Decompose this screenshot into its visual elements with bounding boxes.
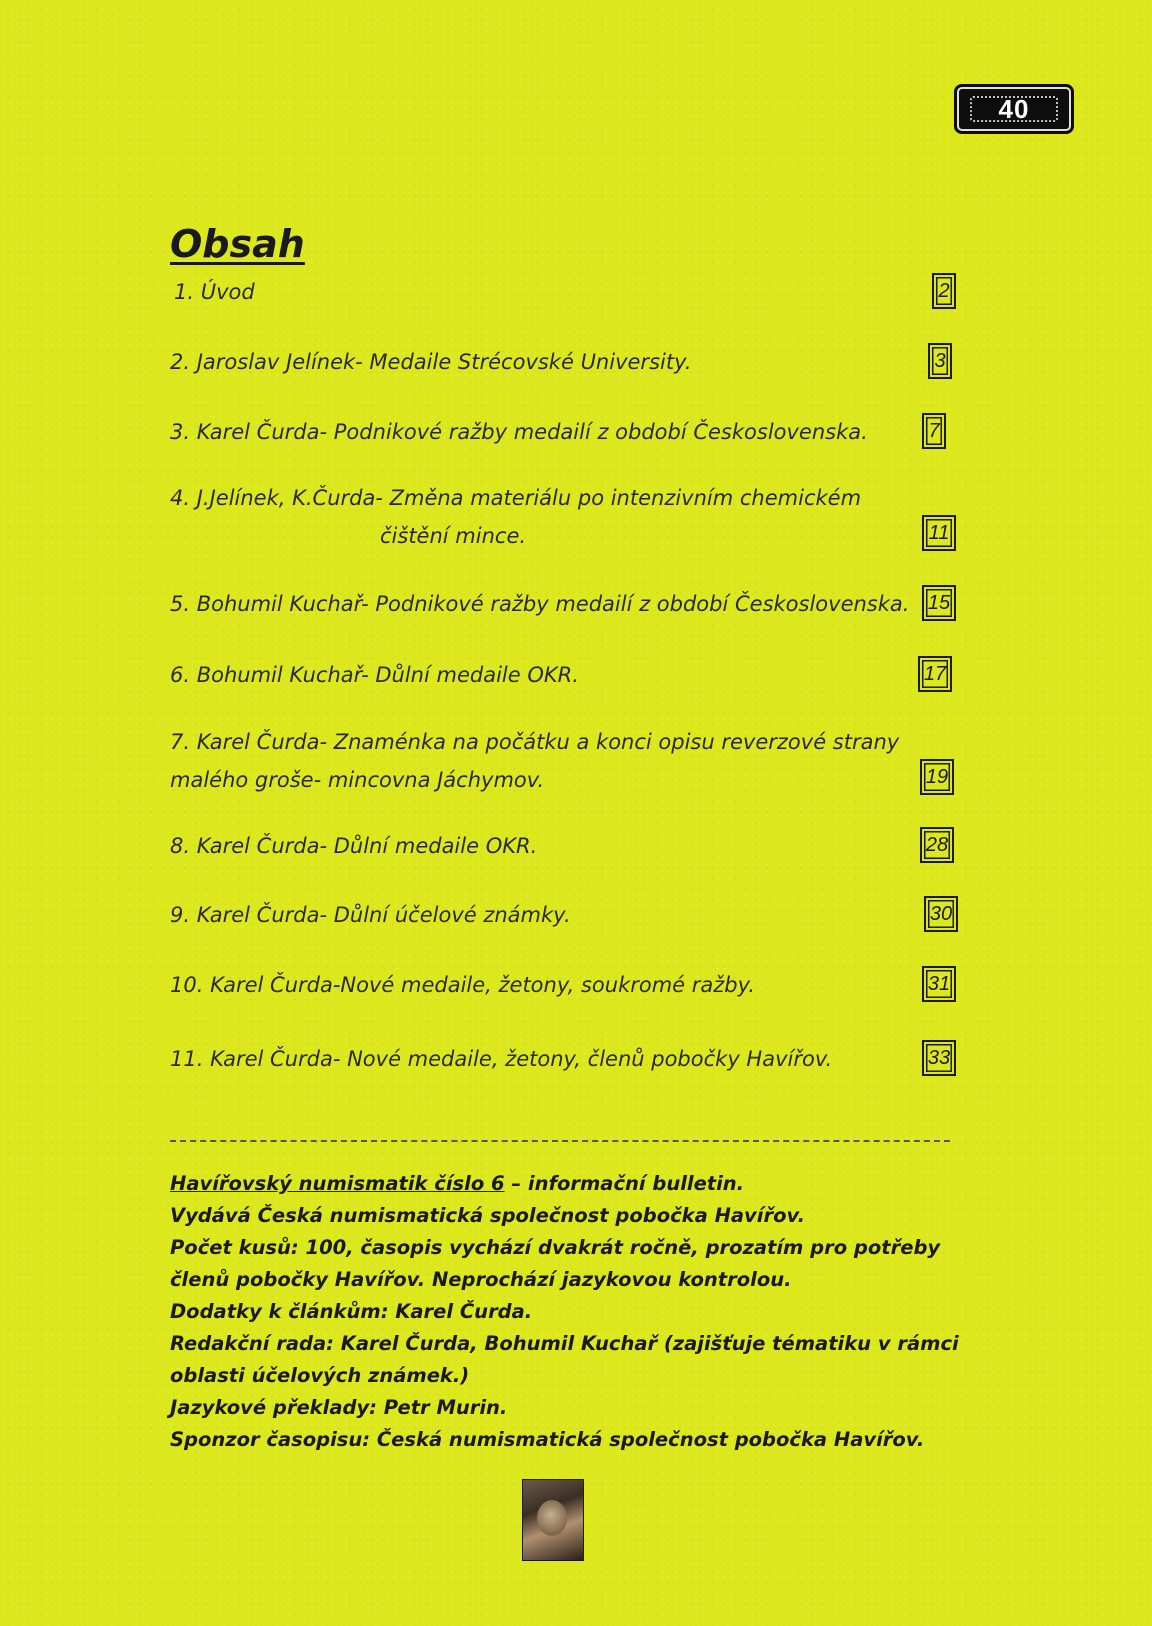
page-number: 40 — [998, 93, 1030, 124]
toc-item-text: 9. Karel Čurda- Důlní účelové známky. — [170, 903, 571, 927]
toc-page-box[interactable]: 15 — [922, 585, 956, 621]
toc-item-6[interactable] — [170, 656, 930, 694]
toc-item-text: 2. Jaroslav Jelínek- Medaile Strécovské University. — [170, 350, 692, 374]
toc-item-3[interactable] — [170, 413, 930, 451]
toc-item-text: 3. Karel Čurda- Podnikové ražby medailí z období Československa. — [170, 420, 868, 444]
toc-page-box[interactable]: 3 — [928, 343, 952, 379]
bulletin-line: oblasti účelových známek.) — [170, 1364, 470, 1387]
bulletin-line: členů pobočky Havířov. Neprochází jazykovou kontrolou. — [170, 1268, 792, 1291]
toc-item-text: 1. Úvod — [174, 280, 255, 304]
toc-item-text: 5. Bohumil Kuchař- Podnikové ražby medailí z období Československa. — [170, 592, 910, 616]
bulletin-suffix: – informační bulletin. — [504, 1172, 745, 1195]
toc-item-1[interactable] — [174, 273, 934, 311]
toc-page-box[interactable]: 17 — [918, 656, 952, 692]
toc-item-text-line2: malého groše- mincovna Jáchymov. — [170, 768, 545, 792]
toc-item-text: 6. Bohumil Kuchař- Důlní medaile OKR. — [170, 663, 579, 687]
toc-item-text: 4. J.Jelínek, K.Čurda- Změna materiálu po intenzivním chemickém — [170, 486, 862, 510]
page-number-badge — [954, 84, 1074, 134]
toc-item-11[interactable] — [170, 1040, 930, 1078]
toc-item-9[interactable] — [170, 896, 930, 934]
toc-page-box[interactable]: 2 — [932, 273, 956, 309]
toc-item-text: 7. Karel Čurda- Znaménka na počátku a konci opisu reverzové strany — [170, 730, 900, 754]
toc-page-box[interactable]: 28 — [920, 827, 954, 863]
toc-page-box[interactable]: 7 — [922, 413, 946, 449]
toc-item-text-line2: čištění mince. — [380, 524, 527, 548]
toc-item-2[interactable] — [170, 343, 930, 381]
toc-page-box[interactable]: 30 — [924, 896, 958, 932]
portrait-thumbnail-image — [522, 1479, 584, 1561]
toc-item-5[interactable] — [170, 585, 930, 623]
toc-item-text: 11. Karel Čurda- Nové medaile, žetony, členů pobočky Havířov. — [170, 1047, 833, 1071]
toc-item-7[interactable] — [170, 723, 930, 799]
dashed-separator — [170, 1140, 950, 1142]
toc-page-box[interactable]: 31 — [922, 966, 956, 1002]
toc-item-4[interactable] — [170, 479, 930, 555]
toc-title: Obsah — [170, 222, 305, 266]
bulletin-line: Sponzor časopisu: Česká numismatická společnost pobočka Havířov. — [170, 1428, 925, 1451]
bulletin-line: Dodatky k článkům: Karel Čurda. — [170, 1300, 533, 1323]
toc-item-text: 8. Karel Čurda- Důlní medaile OKR. — [170, 834, 538, 858]
bulletin-line: Jazykové překlady: Petr Murin. — [170, 1396, 508, 1419]
bulletin-line: Redakční rada: Karel Čurda, Bohumil Kuchař (zajišťuje tématiku v rámci — [170, 1332, 959, 1355]
toc-page-box[interactable]: 33 — [922, 1040, 956, 1076]
bulletin-line: Počet kusů: 100, časopis vychází dvakrát ročně, prozatím pro potřeby — [170, 1236, 941, 1259]
toc-item-8[interactable] — [170, 827, 930, 865]
toc-page-box[interactable]: 19 — [920, 759, 954, 795]
bulletin-title-line — [170, 1168, 960, 1200]
toc-page-box[interactable]: 11 — [922, 515, 956, 551]
bulletin-info — [170, 1168, 960, 1456]
toc-item-text: 10. Karel Čurda-Nové medaile, žetony, soukromé ražby. — [170, 973, 756, 997]
toc-item-10[interactable] — [170, 966, 930, 1004]
bulletin-name: Havířovský numismatik číslo 6 — [170, 1172, 505, 1195]
bulletin-line: Vydává Česká numismatická společnost pobočka Havířov. — [170, 1204, 805, 1227]
